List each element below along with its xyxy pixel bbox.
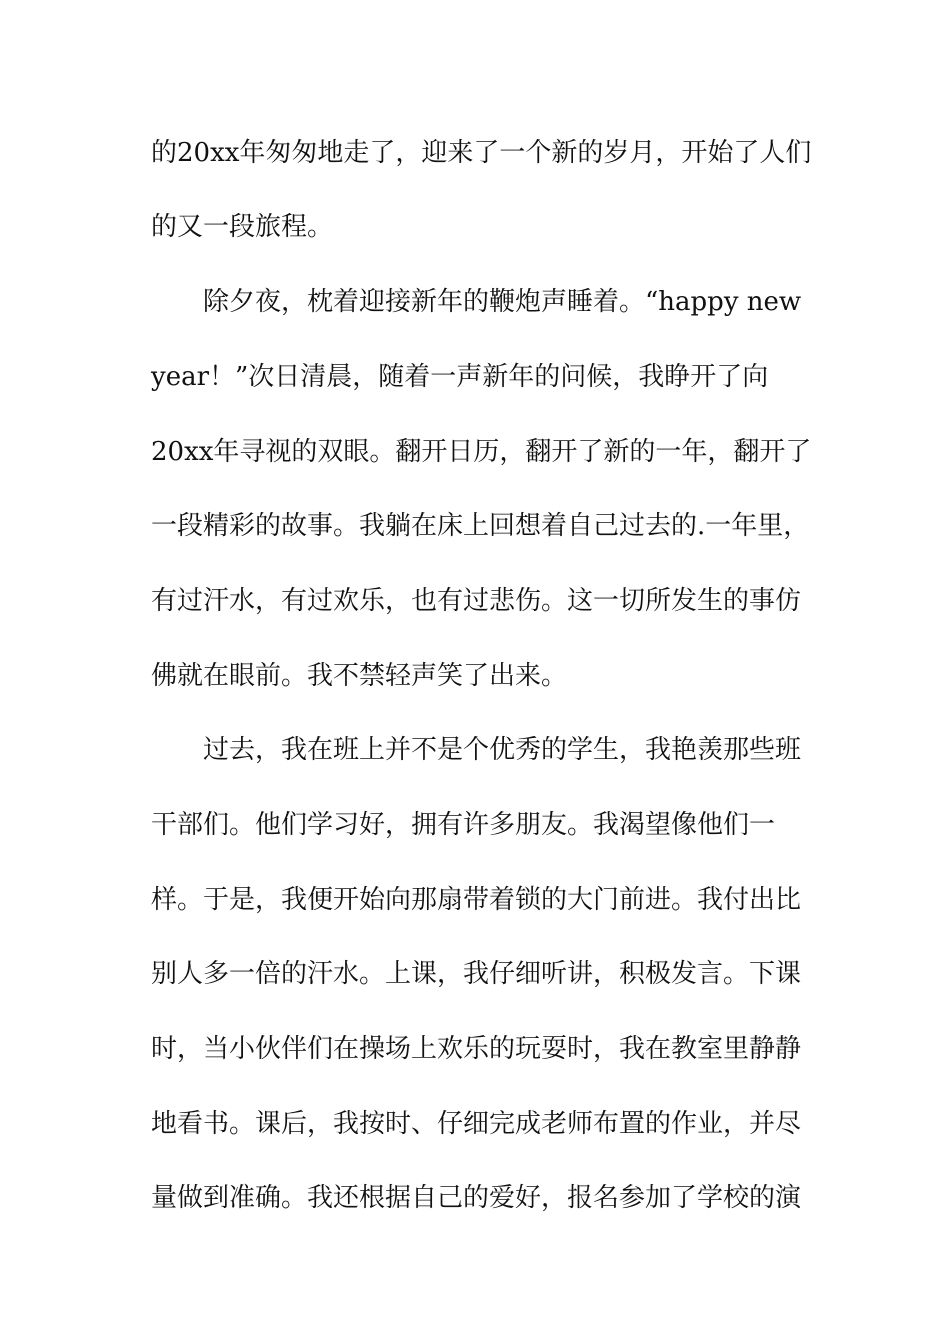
text-line: 地看书。课后，我按时、仔细完成老师布置的作业，并尽: [151, 1109, 802, 1139]
paragraph-first-line: 过去，我在班上并不是个优秀的学生，我艳羡那些班: [203, 735, 802, 765]
text-line: 样。于是，我便开始向那扇带着锁的大门前进。我付出比: [151, 885, 802, 915]
text-line: 佛就在眼前。我不禁轻声笑了出来。: [151, 661, 568, 691]
text-line: 的又一段旅程。: [151, 212, 334, 242]
text-line: 别人多一倍的汗水。上课，我仔细听讲，积极发言。下课: [151, 959, 802, 989]
text-line: 的20xx年匆匆地走了，迎来了一个新的岁月，开始了人们: [151, 138, 812, 168]
text-line: 量做到准确。我还根据自己的爱好，报名参加了学校的演: [151, 1183, 802, 1213]
text-line: 有过汗水，有过欢乐，也有过悲伤。这一切所发生的事仿: [151, 586, 802, 616]
paragraph-first-line: 除夕夜，枕着迎接新年的鞭炮声睡着。“happy new: [203, 287, 802, 317]
text-line: 时，当小伙伴们在操场上欢乐的玩耍时，我在教室里静静: [151, 1034, 802, 1064]
text-line: year！”次日清晨，随着一声新年的问候，我睁开了向: [151, 362, 769, 392]
text-line: 一段精彩的故事。我躺在床上回想着自己过去的.一年里，: [151, 511, 810, 541]
text-line: 20xx年寻视的双眼。翻开日历，翻开了新的一年，翻开了: [151, 437, 812, 467]
text-line: 干部们。他们学习好，拥有许多朋友。我渴望像他们一: [151, 810, 776, 840]
